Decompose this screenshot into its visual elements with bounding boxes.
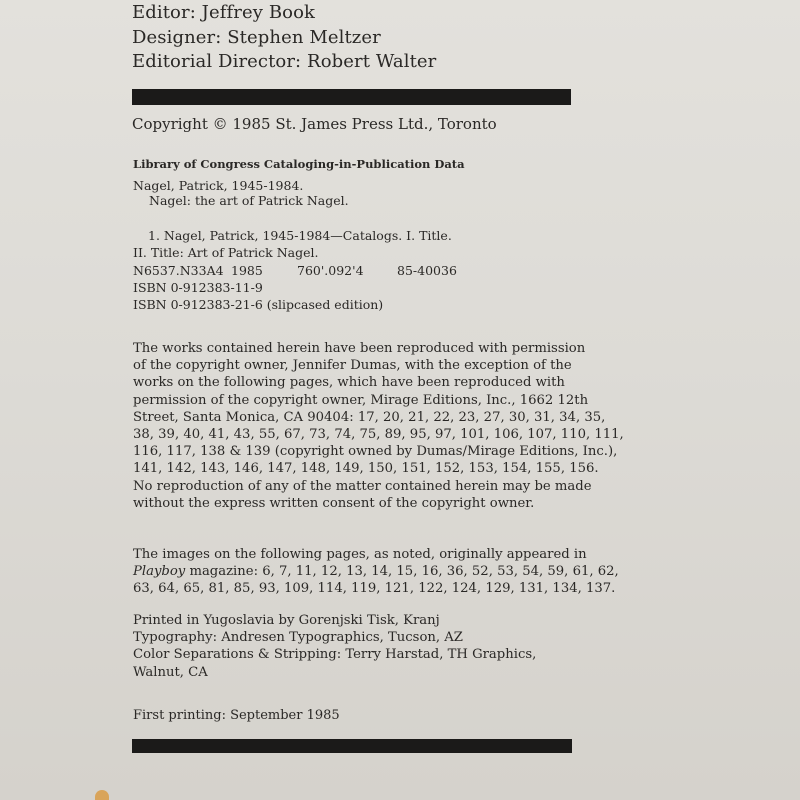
cip-heading: Library of Congress Cataloging-in-Publication Data (133, 157, 465, 171)
playboy-line: 63, 64, 65, 81, 85, 93, 109, 114, 119, 121, 122, 124, 129, 131, 134, 137. (133, 581, 616, 597)
first-printing: First printing: September 1985 (133, 708, 340, 723)
permissions-line: The works contained herein have been reproduced with permission (133, 341, 586, 356)
cip-call-number: N6537.N33A4 (133, 263, 224, 278)
bottom-rule (132, 739, 572, 753)
designer-credit: Designer: Stephen Meltzer (132, 27, 381, 48)
permissions-line: permission of the copyright owner, Mirage Editions, Inc., 1662 12th (133, 392, 589, 408)
isbn-slipcased: ISBN 0-912383-21-6 (slipcased edition) (133, 297, 384, 312)
permissions-line: Street, Santa Monica, CA 90404: 17, 20, 21, 22, 23, 27, 30, 31, 34, 35, (133, 409, 606, 425)
permissions-line: 116, 117, 138 & 139 (copyright owned by Dumas/Mirage Editions, Inc.), (133, 444, 618, 460)
color-separations-credit: Color Separations & Stripping: Terry Harstad, TH Graphics, (133, 647, 537, 663)
isbn-trade: ISBN 0-912383-11-9 (133, 280, 263, 295)
permissions-line: 38, 39, 40, 41, 43, 55, 67, 73, 74, 75, 89, 95, 97, 101, 106, 107, 110, 111, (133, 427, 624, 443)
permissions-line: of the copyright owner, Jennifer Dumas, with the exception of the (133, 358, 572, 374)
editor-credit: Editor: Jeffrey Book (132, 2, 316, 23)
cip-dewey: 760'.092'4 (297, 263, 364, 278)
cip-subjects-2: II. Title: Art of Patrick Nagel. (133, 245, 319, 260)
cip-title-line: Nagel: the art of Patrick Nagel. (149, 193, 349, 208)
cip-year: 1985 (231, 263, 263, 278)
permissions-line: without the express written consent of the copyright owner. (133, 495, 535, 511)
playboy-line: The images on the following pages, as noted, originally appeared in (133, 547, 587, 562)
printer-credit: Printed in Yugoslavia by Gorenjski Tisk, Kranj (133, 613, 440, 628)
finger-shadow (95, 790, 109, 800)
playboy-magazine-name: Playboy (133, 564, 186, 580)
cip-subjects-1: 1. Nagel, Patrick, 1945-1984—Catalogs. I. Title. (148, 228, 452, 243)
color-separations-location: Walnut, CA (133, 664, 208, 680)
cip-author: Nagel, Patrick, 1945-1984. (133, 178, 304, 193)
copyright-notice: Copyright © 1985 St. James Press Ltd., Toronto (132, 115, 497, 133)
editorial-director-credit: Editorial Director: Robert Walter (132, 51, 437, 72)
permissions-line: works on the following pages, which have been reproduced with (133, 375, 565, 391)
cip-lccn: 85-40036 (397, 263, 457, 278)
permissions-paragraph (133, 340, 624, 512)
permissions-line: No reproduction of any of the matter contained herein may be made (133, 478, 592, 494)
playboy-line (133, 563, 619, 580)
playboy-paragraph (133, 546, 619, 598)
production-paragraph (133, 612, 573, 681)
permissions-line: 141, 142, 143, 146, 147, 148, 149, 150, 151, 152, 153, 154, 155, 156. (133, 461, 599, 477)
playboy-pages: magazine: 6, 7, 11, 12, 13, 14, 15, 16, 36, 52, 53, 54, 59, 61, 62, (185, 564, 619, 580)
typography-credit: Typography: Andresen Typographics, Tucson, AZ (133, 630, 463, 646)
top-rule (132, 89, 571, 105)
